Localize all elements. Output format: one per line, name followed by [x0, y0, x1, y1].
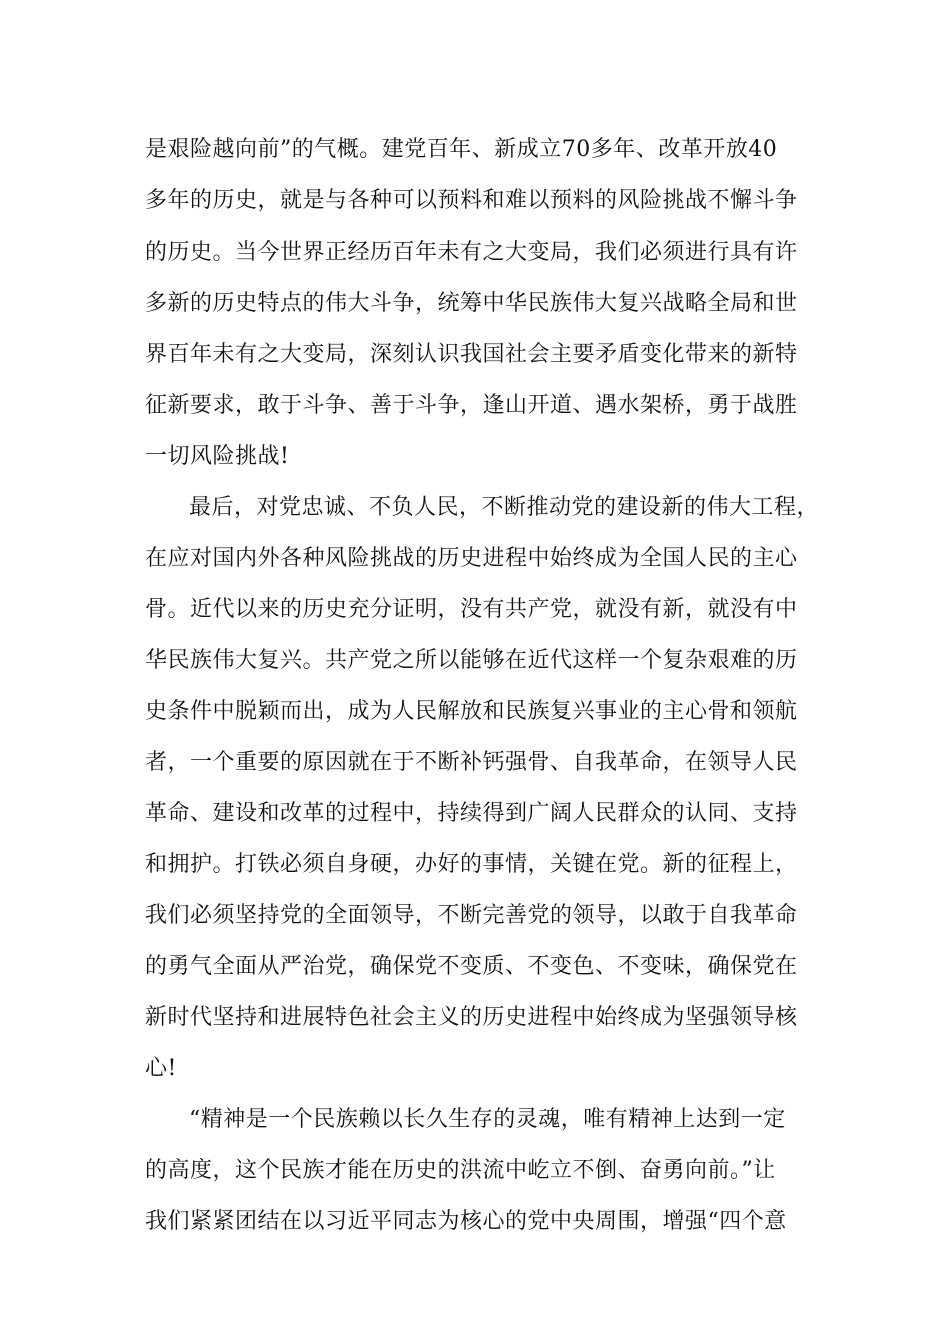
text-line-22: 我们紧紧团结在以习近平同志为核心的党中央周围，增强“四个意	[145, 1209, 787, 1234]
paragraph-first-line: 最后，对党忠诚、不负人民，不断推动党的建设新的伟大工程，	[189, 495, 820, 520]
text-line-9: 在应对国内外各种风险挑战的历史进程中始终成为全国人民的主心	[145, 546, 798, 571]
text-line-15: 和拥护。打铁必须自身硬，办好的事情，关键在党。新的征程上，	[145, 852, 798, 877]
text-line-21: 的高度，这个民族才能在历史的洪流中屹立不倒、奋勇向前。”让	[145, 1158, 776, 1183]
text-line-13: 者，一个重要的原因就在于不断补钙强骨、自我革命，在领导人民	[145, 750, 798, 775]
text-line-14: 革命、建设和改革的过程中，持续得到广阔人民群众的认同、支持	[145, 801, 798, 826]
text-line-16: 我们必须坚持党的全面领导，不断完善党的领导，以敢于自我革命	[145, 903, 798, 928]
paragraph-first-line: “精神是一个民族赖以长久生存的灵魂，唯有精神上达到一定	[189, 1107, 786, 1132]
text-line-3: 的历史。当今世界正经历百年未有之大变局，我们必须进行具有许	[145, 240, 798, 265]
text-line-11: 华民族伟大复兴。共产党之所以能够在近代这样一个复杂艰难的历	[145, 648, 798, 673]
text-line-19: 心!	[145, 1056, 177, 1081]
text-line-5: 界百年未有之大变局，深刻认识我国社会主要矛盾变化带来的新特	[145, 342, 798, 367]
text-line-4: 多新的历史特点的伟大斗争，统筹中华民族伟大复兴战略全局和世	[145, 291, 798, 316]
text-line-2: 多年的历史，就是与各种可以预料和难以预料的风险挑战不懈斗争	[145, 188, 798, 213]
text-line-18: 新时代坚持和进展特色社会主义的历史进程中始终成为坚强领导核	[145, 1005, 798, 1030]
text-line-17: 的勇气全面从严治党，确保党不变质、不变色、不变味，确保党在	[145, 954, 798, 979]
text-line-6: 征新要求，敢于斗争、善于斗争，逢山开道、遇水架桥，勇于战胜	[145, 393, 798, 418]
text-line-12: 史条件中脱颖而出，成为人民解放和民族复兴事业的主心骨和领航	[145, 699, 798, 724]
text-line-1: 是艰险越向前”的气概。建党百年、新成立70多年、改革开放40	[145, 137, 778, 162]
text-line-10: 骨。近代以来的历史充分证明，没有共产党，就没有新，就没有中	[145, 597, 798, 622]
text-line-7: 一切风险挑战!	[145, 444, 290, 469]
